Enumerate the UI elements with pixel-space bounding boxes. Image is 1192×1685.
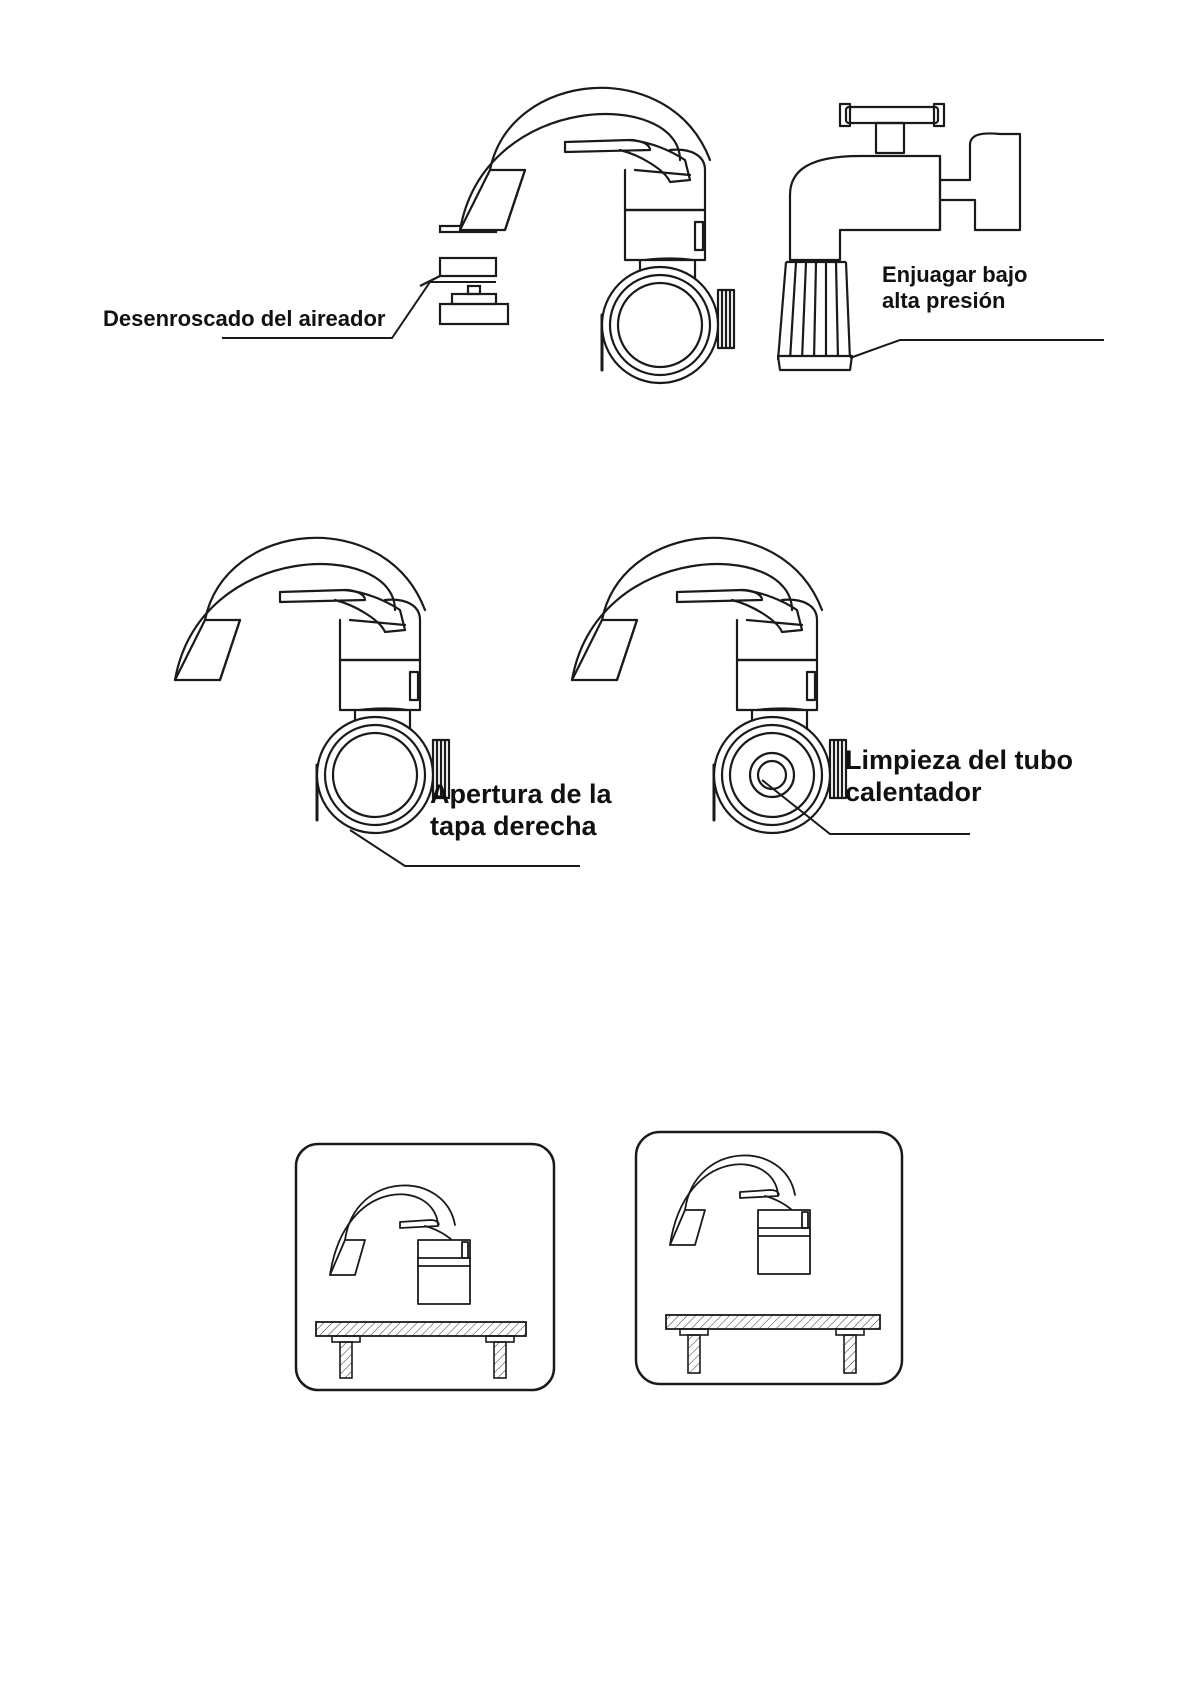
cover-label-line2: tapa derecha [430,811,597,842]
wall-tap-drawing [778,104,1020,370]
faucet-drawing-2 [175,538,449,833]
faucet-drawing-1 [460,88,734,383]
mount-box-right [636,1132,902,1384]
heater-label [845,744,1073,809]
mount-box-left [296,1144,554,1390]
heater-label-line1: Limpieza del tubo [845,745,1074,775]
rinse-leader [850,340,1104,358]
cover-label-line1: Apertura de la [430,779,612,809]
cover-label [430,778,612,843]
aerator-label-text: Desenroscado del aireador [103,306,386,331]
aerator-parts [420,226,508,324]
aerator-label [103,306,385,332]
heater-label-line2: calentador [845,777,982,808]
rinse-label-line1: Enjuagar bajo [882,262,1028,287]
faucet-drawing-3 [572,538,846,833]
rinse-label-line2: alta presión [882,288,1006,314]
rinse-label [882,262,1027,315]
